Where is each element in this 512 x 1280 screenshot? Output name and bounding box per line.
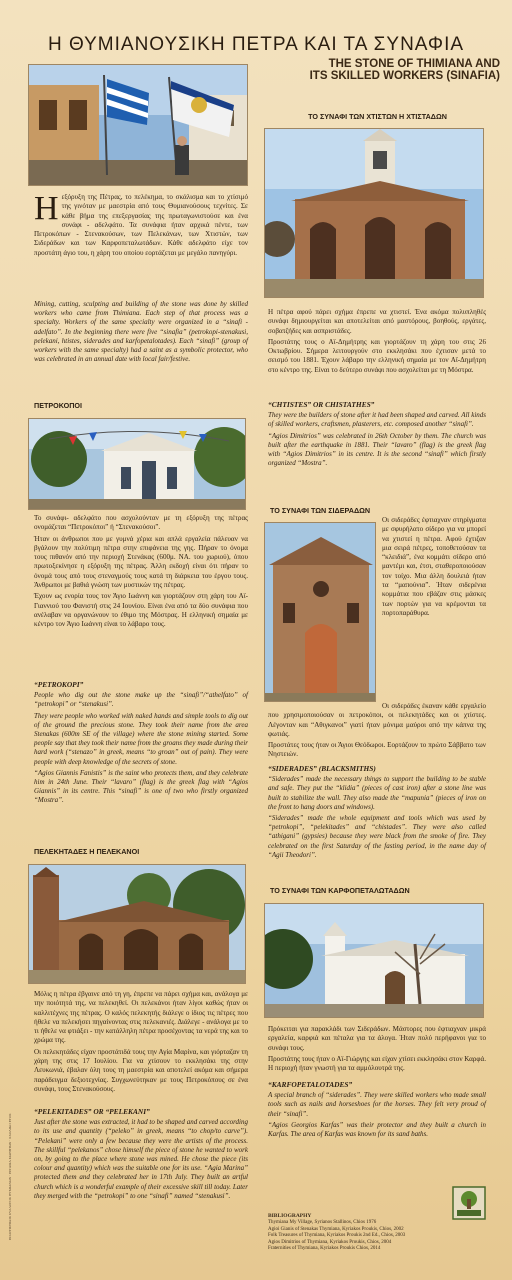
stone-chapel-illustration	[265, 523, 376, 702]
karfo-heading: ΤΟ ΣΥΝΑΦΙ ΤΩΝ ΚΑΡΦΟΠΕΤΑΛΩΤΑΔΩΝ	[270, 886, 410, 895]
karfo-en-heading: “KARFOPETALOTADES”	[268, 1080, 353, 1089]
xtistes-greek	[268, 308, 486, 377]
xtistes-heading: ΤΟ ΣΥΝΑΦΙ ΤΩΝ ΧΤΙΣΤΩΝ Η ΧΤΙΣΤΑΔΩΝ	[308, 112, 447, 121]
bibliography-item: Thymiana My Village, Syrianos Stallinos, Chios 1976	[268, 1220, 377, 1226]
siderades-heading: ΤΟ ΣΥΝΑΦΙ ΤΩΝ ΣΙΔΕΡΑΔΩΝ	[270, 506, 371, 515]
flags-photo	[28, 64, 248, 186]
intro-dropcap: Η	[34, 190, 59, 227]
karfo-greek	[268, 1025, 486, 1075]
pelekanoi-gr-p2: Οι πελεκητάδες είχαν προστάτιδά τους την Αγία Μαρίνα, και γιόρταζαν τη χάρη της στις 17 Ιουλίου. Για να χτίσουν το εκκλησάκι της στην Λευκωνιά, έβαλαν όλη τους τη μαεστρία και αποτελεί ακόμα και σήμερα παράδειγμα δεξιοτεχνίας. Συγχωνεύτηκαν με τους Πετροκόπους σε ένα συνάφι, τους Στενακούσους.	[34, 1047, 248, 1093]
xtistes-photo	[264, 128, 484, 298]
siderades-gr-p3: Προστάτες τους ήταν οι Άγιοι Θεόδωροι. Εορτάζουν το πρώτο Σάββατο των Νηστειών.	[268, 741, 486, 759]
xtistes-english	[268, 400, 486, 470]
petrokopoi-en-p1: People who dig out the stone make up the “sinafi”/“athelfato” of “petrokopi” or “stenakusi”.	[34, 691, 248, 709]
pelekanoi-en-p1: Just after the stone was extracted, it had to be shaped and carved according to its use and quantity (“peleko” in greek, means “to chop/to carve”). “Pelekani” were only a few because they were the artists of the process. The skillful “pelekanos” chose himself the piece of stone he wanted to work on, by going to the place where stone was mined. He chose the piece (its colour and quantity) which was the suitable one for its use. “Agia Marina” protected them and they celebrated her in 17th July. They built an artful church which is a wonderful example of their excessive skill till today. Later they merged with the “petrokopi” to one “sinafi” named “stenakusi”.	[34, 1118, 248, 1200]
pelekanoi-en-heading: “PELEKITADES” OR “PELEKANI”	[34, 1107, 150, 1116]
xtistes-en-p2: “Agios Dimitrios” was celebrated in 26th October by them. The church was built after the earthquake in 1881. Their “lavaro” (flag) is the greek flag with “Agios Dimitrios” in its centre. It is the second “sinafi” which firstly organized “Mostra”.	[268, 431, 486, 468]
bibliography-item: Agioi Gianis of Stenakas Thymiana, Kyriakos Proukis, Chios, 2002	[268, 1226, 404, 1232]
bibliography-heading: BIBLIOGRAPHY	[268, 1213, 312, 1219]
petrokopoi-heading: ΠΕΤΡΟΚΟΠΟΙ	[34, 401, 82, 410]
title-en-line1: THE STONE OF THIMIANA AND	[328, 58, 500, 70]
bibliography-item: Fraternities of Thymiana, Kyriakos Proukis Chios, 2014	[268, 1246, 381, 1252]
pelekanoi-gr-p1: Μόλις η πέτρα έβγαινε από τη γη, έπρεπε να πάρει σχήμα και, ανάλογα με την ποιότητά της, να πελεκηθεί. Οι πελεκάνοι ήταν λίγοι καθώς ήταν οι καλλιτέχνες της πέτρας. Ο καλός πελεκητής διάλεγε ο ίδιος τις πέτρες που ήθελε να πελεκήσει πηγαίνοντας στις πελεκανιές. Διάλεγε - ανάλογα με το τι ήθελε να φτιάξει - την κατάλληλη πέτρα προσέχοντας τα νερά της και το χρώμα της.	[34, 990, 248, 1045]
petrokopoi-greek	[34, 514, 248, 632]
petrokopoi-gr-p2: Ήταν οι άνθρωποι που με γυμνά χέρια και απλά εργαλεία πάλευαν να βγάλουν την πολύτιμη πέτρα στην επιφάνεια της γης. Πήραν το όνομα τους πιθανόν από την περιοχή Στενάκας (600μ. ΝΑ. του χωριού), όπου πρωτοξεκίνησε η εξόρυξη της πέτρας. Άλλη εκδοχή είναι ότι πήραν το όνομά τους από τους στεναγμούς τους κατά τη διάρκεια του έργου τους. Άνθρωποι με βαθιά γνώση των μυστικών της πέτρας.	[34, 534, 248, 590]
siderades-greek-side: Οι σιδεράδες έφτιαχναν στηρίγματα με σφυρήλατο σίδερο για να μπορεί να χτιστεί η πέτρα. Αφού έχτιζαν μια σειρά πέτρες, τοποθετούσαν τα “κλειδιά”, ένα κομμάτι σίδερο από μαντέμι και, έτσι, σταθεροποιούσαν τον τοίχο. Μια άλλη δουλειά ήταν τα “μαπούνια”. Ήταν σιδερένια κομμάτια που εβάζαν στις μάσκες των πορτών για να κρέμονται τα πορτοπαράθυρα.	[382, 516, 486, 617]
title-en-line2: ITS SKILLED WORKERS (SINAFIA)	[309, 70, 500, 82]
karfo-english	[268, 1080, 486, 1141]
bibliography	[268, 1213, 468, 1252]
karfo-gr-p1: Πρόκειται για παρακλάδι των Σιδεράδων. Μάστορες που έφτιαχναν μικρά εργαλεία, καρφιά και πέταλα για τα άλογα. Ήταν πολύ περήφανοι για το συνάφι τους.	[268, 1025, 486, 1052]
siderades-greek	[268, 702, 486, 762]
white-chapel-illustration	[265, 904, 484, 1018]
xtistes-en-heading: “CHTISTES” OR CHISTATHES”	[268, 400, 375, 409]
siderades-en-p1: “Siderades” made the necessary things to support the building to be stable and safe. They put the “klidia” (pieces of cast iron) after a stone line was built to stabilize the wall. They also made the “mapunia” (pieces of iron on the front to hang doors and windows).	[268, 775, 486, 811]
petrokopoi-gr-p3: Έχουν ως ενορία τους τον Άγιο Ιωάννη και γιορτάζουν στη χάρη του Αϊ-Γιαννιού του Φανιστή στις 24 Ιουνίου. Είναι ένα από τα δύο συνάφια που ανέλαβαν να οργανώνουν το έθιμο της Μόστρας. Η ελληνική σημαία με κέντρο τον Άγιο Ιωάννη είναι το λάβαρο τους.	[34, 592, 248, 629]
karfo-en-p2: “Agios Georgios Karfas” was their protector and they built a church in Karfas. The area of Karfas was known for its sand baths.	[268, 1120, 486, 1139]
siderades-photo	[264, 522, 376, 702]
page-title-english	[275, 58, 500, 82]
petrokopoi-en-p2: They were people who worked with naked hands and simple tools to dig out of the ground the precious stone. They took their name from the area Stenakas (600m SE of the village) where the stone mining started. Some people say that they took their name from the groans they made during their hard work (“stenazo” in greek, means “to groan” out of pain). They were people with deep knowledge of the secrets of stone.	[34, 711, 248, 766]
intro-greek-text: εξόρυξη της Πέτρας, το πελέκημα, το σκάλισμα και το χτίσιμό της γινόταν με μαεστρία από τους Θυμιανούσους τεχνίτες. Σε κάθε βήμα της επεξεργασίας της πρωταγωνιστούσε και ένα συνάφι - αδελφάτο. Τα συνάφια ήταν αρχικά πέντε, των Πετροκόπων - Στενακούσων, των Πελεκάνων, των Χτιστών, των Σιδεράδων και των Καρφοπεταλωτάδων. Κάθε αδελφάτο είχε τον προστάτη άγιο του, η χάρη του οποίου εορτάζεται με μεγάλο πανηγύρι.	[34, 193, 248, 257]
chapel-illustration	[29, 419, 246, 510]
intro-english: Mining, cutting, sculpting and building of the stone was done by skilled workers who came from Thimiana. Each step of that process was a specialty. Workers of the same specialty were organized in a “sinafi - adelfato”. In the beginning there were five “sinafia” (petrokopi-stenakusi, pelekani, htistes, siderades and karfopetalotades). Each “sinafi” (group of workers with the same specialty) had a saint as a symbolic protector, who was celebrated in an annual date with local fair/festive.	[34, 300, 248, 364]
xtistes-en-p1: They were the builders of stone after it had been shaped and carved. All kinds of skilled workers, craftsmen, plasterers, etc. composed another “sinafi”.	[268, 411, 486, 429]
petrokopoi-english	[34, 680, 248, 808]
page-title-greek: Η ΘΥΜΙΑΝΟΥΣΙΚΗ ΠΕΤΡΑ ΚΑΙ ΤΑ ΣΥΝΑΦΙΑ	[47, 34, 465, 55]
siderades-en-p2: “Siderades” made the whole equipment and tools which was used by “petrokopi”, “pelekitades” and “chistades”. They were also called “athigani” (gypsies) because they were black from the smoke of fire. They celebrated on the first Saturday of the fasting period, in the name day of “Agii Theodori”.	[268, 814, 486, 859]
pelekanoi-english	[34, 1107, 248, 1203]
pelekanoi-photo	[28, 864, 246, 984]
bibliography-item: Folk Treasures of Thymiana, Kyriakos Proukis 2nd Ed., Chios, 2003	[268, 1233, 406, 1239]
siderades-en-heading: “SIDERADES” (BLACKSMITHS)	[268, 764, 376, 773]
flags-illustration	[29, 65, 248, 186]
pelekanoi-heading: ΠΕΛΕΚΗΤΑΔΕΣ Η ΠΕΛΕΚΑΝΟΙ	[34, 847, 140, 856]
petrokopoi-en-heading: “PETROKOPI”	[34, 680, 84, 689]
petrokopoi-gr-p1: Το συνάφι- αδελφάτο που ασχολούνταν με τη εξόρυξη της πέτρας ονομάζεται “Πετροκόποι” ή “Στενακούσοι”.	[34, 514, 248, 532]
karfo-gr-p2: Προστάτης τους ήταν ο Αϊ-Γιώργης και είχαν χτίσει εκκλησάκι στον Καρφά. Η περιοχή ήταν γνωστή για τα αμμόλουτρά της.	[268, 1054, 487, 1073]
siderades-english	[268, 764, 486, 862]
petrokopoi-photo	[28, 418, 246, 510]
pelekanoi-greek	[34, 990, 248, 1096]
petrokopoi-en-p3: “Agios Giannis Fanistis” is the saint who protects them, and they celebrate him in 24th June. Their “lavaro” (flag) is the greek flag with “Agios Giannis” in its centre. This “sinafi” is one of two who firstly organized “Mostra”.	[34, 768, 248, 805]
karfo-en-p1: A special branch of “siderades”. They were skilled workers who made small tools such as nails and horseshoes for the horses. They felt very proud of their “sinafi”.	[268, 1091, 486, 1118]
church-of-agios-dimitrios-illustration	[265, 129, 484, 298]
xtistes-gr-p1: Η πέτρα αφού πάρει σχήμα έπρεπε να χτιστεί. Ένα ακόμα πολυπληθές συνάφι δημιουργείται και αποτελείται από μαστόρους, βοηθούς, εργάτες, σοβατζήδες και ασπριστάδες.	[268, 308, 486, 335]
bibliography-item: Agios Dimitrios of Thymiana, Kyriakos Proukis, Chios, 2004	[268, 1239, 392, 1245]
siderades-gr-p2: Οι σιδεράδες έκαναν κάθε εργαλείο που χρησιμοποιούσαν οι πετροκόποι, οι πελεκητάδες και οι χτίστες. Λέγονταν και “Αθιγκανοι” γιατί ήταν μόνιμα μαύροι από την κάπνα της φωτιάς.	[268, 702, 486, 738]
stone-church-illustration	[29, 865, 246, 984]
xtistes-gr-p2: Προστάτης τους ο Αϊ-Δημήτρης και γιορτάζουν τη χάρη του στις 26 Οκτωβρίου. Σήμερα λειτουργούν στο εκκλησάκι που έχτισαν μετά το σεισμό του 1881. Έχουν λάβαρο την ελληνική σημαία με τον Αϊ-Δημήτρη στο κέντρο της. Είναι το δεύτερο συνάφι που ασχολείται με τη Μόστρα.	[268, 337, 486, 374]
intro-greek	[34, 190, 248, 258]
side-credit: ΠΟΛΙΤΙΣΤΙΚΟΣ ΣΥΛΛΟΓΟΣ ΘΥΜΙΑΝΩΝ · ΕΡΓΑΣΙΑ ΜΑΘΗΤΩΝ · ΣΧΟΛΙΚΟ ΕΤΟΣ	[8, 1113, 12, 1240]
karfo-photo	[264, 903, 484, 1018]
